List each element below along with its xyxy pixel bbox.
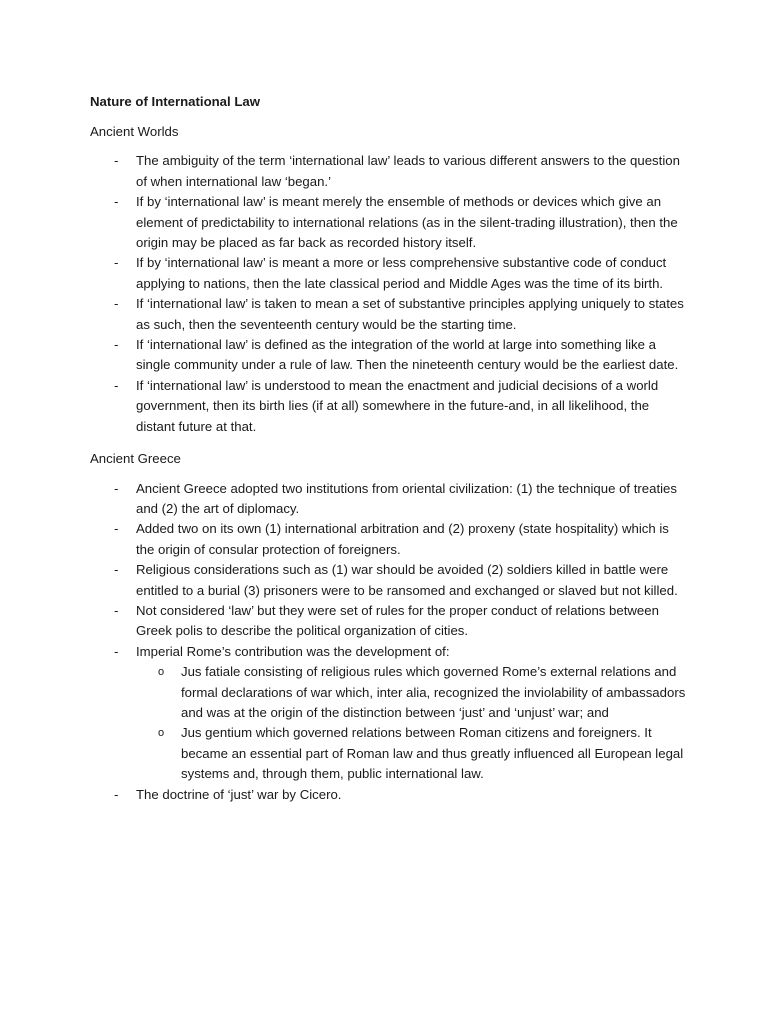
sub-list-item-text: Jus fatiale consisting of religious rules which governed Rome’s external relations and formal declarations of war which, inter alia, recognized the inviolability of ambassadors and was at the origin of the distinction between ‘just’ and ‘unjust’ war; and [181,664,686,720]
dash-bullet: - [114,521,119,537]
list-item-text: The ambiguity of the term ‘international law’ leads to various different answers to the question of when international law ‘began.’ [136,153,680,189]
list-item [90,785,690,805]
list-item [90,601,690,642]
list-item [90,335,690,376]
list-item [90,479,690,520]
list-item-text: If ‘international law’ is defined as the integration of the world at large into something like a single community under a rule of law. Then the nineteenth century would be the earliest date. [136,337,679,373]
list-item [90,294,690,335]
dash-bullet: - [114,255,119,271]
section-heading: Ancient Worlds [90,124,179,139]
dash-bullet: - [114,194,119,210]
list-item [90,519,690,560]
list-item-text: Not considered ‘law’ but they were set of rules for the proper conduct of relations between Greek polis to describe the political organization of cities. [136,602,659,639]
list-item-text: Religious considerations such as (1) war should be avoided (2) soldiers killed in battle were entitled to a burial (3) prisoners were to be ransomed and exchanged or slaved but not killed. [136,562,678,598]
list-item [90,642,690,785]
dash-bullet: - [114,153,119,169]
section-ancient-worlds [90,122,690,437]
list-item [90,376,690,437]
list-item [90,560,690,601]
dash-bullet: - [114,786,119,802]
circle-bullet-icon: o [158,666,165,679]
sub-list-item-text: Jus gentium which governed relations between Roman citizens and foreigners. It became an essential part of Roman law and thus greatly influenced all European legal systems and, through them, public international law. [181,725,684,782]
sub-bullet-list [136,662,690,784]
list-item-text: Imperial Rome’s contribution was the development of: [136,643,450,659]
dash-bullet: - [114,562,119,578]
list-item-text: Ancient Greece adopted two institutions from oriental civilization: (1) the technique of treaties and (2) the art of diplomacy. [136,480,677,516]
sub-list-item [136,723,690,784]
dash-bullet: - [114,643,119,659]
sub-list-item [136,662,690,723]
dash-bullet: - [114,296,119,312]
bullet-list [90,151,690,437]
list-item-text: If ‘international law’ is understood to mean the enactment and judicial decisions of a world government, then its birth lies (if at all) somewhere in the future-and, in all likelihood, the distant future at that. [136,377,659,434]
list-item-text: The doctrine of ‘just’ war by Cicero. [136,786,342,802]
list-item-text: If by ‘international law’ is meant a more or less comprehensive substantive code of conduct applying to nations, then the late classical period and Middle Ages was the time of its birth. [136,255,667,291]
dash-bullet: - [114,337,119,353]
list-item [90,151,690,192]
dash-bullet: - [114,602,119,618]
section-ancient-greece [90,449,690,805]
dash-bullet: - [114,480,119,496]
document-title: Nature of International Law [90,94,260,109]
circle-bullet-icon: o [158,727,165,740]
list-item-text: Added two on its own (1) international arbitration and (2) proxeny (state hospitality) which is the origin of consular protection of foreigners. [136,521,669,557]
list-item-text: If by ‘international law’ is meant merely the ensemble of methods or devices which give an element of predictability to international relations (as in the silent-trading illustration), then the origin may be placed as far back as recorded history itself. [136,194,678,251]
dash-bullet: - [114,377,119,393]
list-item [90,192,690,253]
section-heading: Ancient Greece [90,451,181,467]
list-item-text: If ‘international law’ is taken to mean a set of substantive principles applying uniquely to states as such, then the seventeenth century would be the starting time. [136,296,684,332]
bullet-list [90,479,690,806]
list-item [90,253,690,294]
document-page [90,92,690,817]
